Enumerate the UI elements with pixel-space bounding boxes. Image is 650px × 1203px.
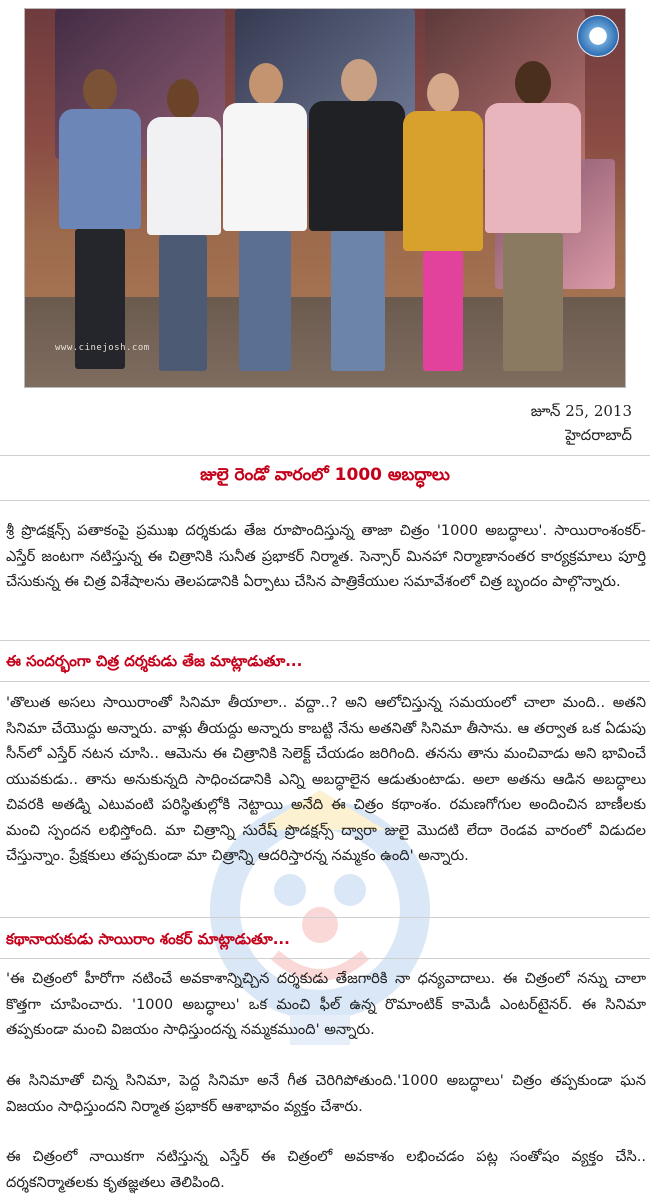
person [221,63,309,379]
paragraph: ఈ చిత్రంలో నాయికగా నటిస్తున్న ఎస్తేర్ ఈ చిత్రంలో అవకాశం లభించడం పట్ల సంతోషం వ్యక్తం చేసి.. దర్శకనిర్మాతలకు కృతజ్ఞతలు తెలిపింది. [6,1148,646,1191]
subheading: కథానాయకుడు సాయిరాం శంకర్ మాట్లాడుతూ... [6,930,290,948]
article-date: జూన్ 25, 2013 [530,402,632,420]
paragraph: 'తొలుత అసలు సాయిరాంతో సినిమా తీయాలా.. వద్దా..? అని ఆలోచిస్తున్న సమయంలో చాలా మంది.. అతని సినిమా చేయొద్దు అన్నారు. వాళ్లు తీయద్దు అన్నారు కాబట్టి నేను అతనితో సినిమా తీసాను. ఆ తర్వాత ఒక ఏడుపు సీన్‌లో ఎస్తేర్ నటన చూసి.. ఆమెను ఈ చిత్రానికి సెలెక్ట్ చేయడం జరిగింది. తనను తాను మంచివాడు అని భావించే యువకుడు.. తాను అనుకున్నది సాధించడానికి ఎన్ని అబద్ధాలైన ఆడుతుంటాడు. అలా అతను ఆడిన అబద్ధాలు చివరకి అతడ్ని ఎటువంటి పరిస్థితుల్లోకి నెట్టాయి అనేది ఈ చిత్రం కథాంశం. రమణగోగుల అందించిన బాణీలకు మంచి స్పందన లభిస్తోంది. మా చిత్రాన్ని సురేష్ ప్రొడక్షన్స్ ద్వారా జులై మొదటి లేదా రెండవ వారంలో విడుదల చేస్తున్నాం. ప్రేక్షకులు తప్పకుండా మా చిత్రాన్ని ఆదరిస్తారన్న నమ్మకం ఉంది' అన్నారు. [6,694,646,864]
person [55,69,145,379]
person [143,79,225,379]
person [399,73,487,379]
paragraph: ఈ సినిమాతో చిన్న సినిమా, పెద్ద సినిమా అనే గీత చెరిగిపోతుంది.'1000 అబద్ధాలు' చిత్రం తప్పకుండా ఘన విజయం సాధిస్తుందని నిర్మాత ప్రభాకర్ ఆశాభావం వ్యక్తం చేశారు. [6,1072,646,1115]
article-place: హైదరాబాద్ [565,426,632,444]
divider [0,640,650,641]
divider [0,455,650,456]
person [483,61,583,379]
person [307,59,407,379]
divider [0,500,650,501]
photo-watermark: www.cinejosh.com [55,343,150,353]
paragraph: శ్రీ ప్రొడక్షన్స్ పతాకంపై ప్రముఖ దర్శకుడు తేజ రూపొందిస్తున్న తాజా చిత్రం '1000 అబద్ధాలు'. సాయిరాంశంకర్-ఎస్తేర్ జంటగా నటిస్తున్న ఈ చిత్రానికి సునీత ప్రభాకర్ నిర్మాత. సెన్సార్ మినహా నిర్మాణానంతర కార్యక్రమాలు పూర్తి చేసుకున్న ఈ చిత్ర విశేషాలను తెలపడానికి ఏర్పాటు చేసిన పాత్రికేయుల సమావేశంలో చిత్ర బృందం పాల్గొన్నారు. [6,522,646,590]
article-title: జులై రెండో వారంలో 1000 అబద్ధాలు [200,465,450,485]
divider [0,958,650,959]
divider [0,917,650,918]
divider [0,681,650,682]
channel-logo-icon [577,15,619,57]
subheading: ఈ సందర్భంగా చిత్ర దర్శకుడు తేజ మాట్లాడుతూ... [6,652,303,670]
paragraph: 'ఈ చిత్రంలో హీరోగా నటించే అవకాశాన్నిచ్చిన దర్శకుడు తేజగారికి నా ధన్యవాదాలు. ఈ చిత్రంలో నన్ను చాలా కొత్తగా చూపించారు. '1000 అబద్ధాలు' ఒక మంచి ఫీల్ ఉన్న రొమాంటిక్ కామెడీ ఎంటర్‌టైనర్. ఈ సినిమా తప్పకుండా మంచి విజయం సాధిస్తుందన్న నమ్మకముంది' అన్నారు. [6,970,646,1038]
event-photo [24,8,626,388]
